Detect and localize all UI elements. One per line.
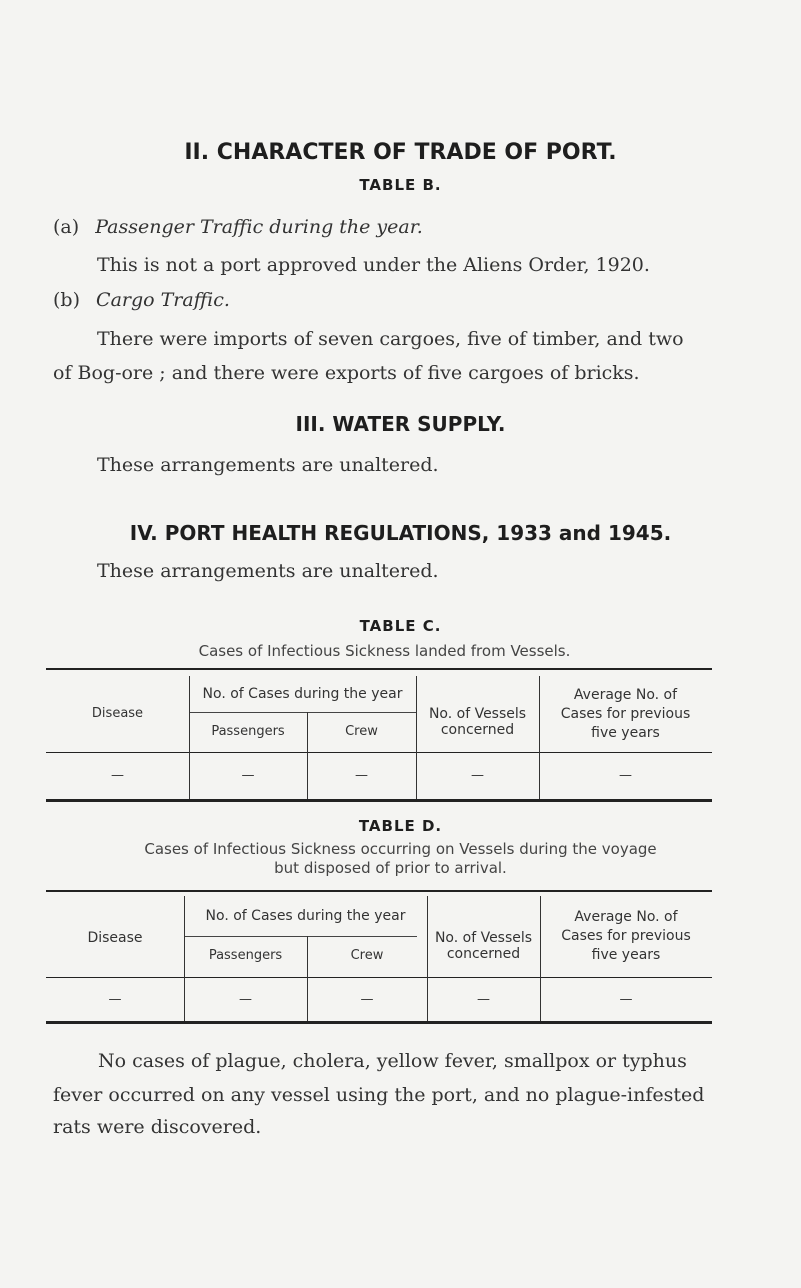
table-d-header-disease: Disease xyxy=(87,930,143,946)
section-title-regulations: IV. PORT HEALTH REGULATIONS, 1933 and 1945. xyxy=(129,521,672,545)
table-d-header-average xyxy=(540,908,712,965)
table-c-header-rule xyxy=(46,752,712,753)
subsection-b-marker: (b) xyxy=(53,289,80,311)
table-c-cell-average: — xyxy=(619,768,632,783)
subsection-b-text-line2: of Bog-ore ; and there were exports of five cargoes of bricks. xyxy=(53,362,640,384)
table-c-header-crew: Crew xyxy=(345,724,378,739)
table-d-header-vessels-line1: No. of Vessels xyxy=(434,930,533,946)
table-d-label: TABLE D. xyxy=(358,817,443,835)
table-c-bottom-rule xyxy=(46,799,712,802)
table-d-caption-line1: Cases of Infectious Sickness occurring on Vessels during the voyage xyxy=(144,840,657,858)
table-c-header-average xyxy=(539,686,712,743)
table-c-top-rule xyxy=(46,668,712,670)
table-d-bottom-rule xyxy=(46,1021,712,1024)
table-d-header-cases: No. of Cases during the year xyxy=(205,908,406,924)
table-c-header-vessels-line2: concerned xyxy=(440,722,515,738)
table-c-cell-vessels: — xyxy=(471,768,484,783)
table-c-label: TABLE C. xyxy=(359,617,442,635)
table-d-header-vessels-line2: concerned xyxy=(446,946,521,962)
table-c-header-passengers: Passengers xyxy=(211,724,285,739)
subsection-b-heading xyxy=(53,284,230,316)
table-d-header-average-line2: Cases for previous xyxy=(561,928,691,944)
table-c-header-average-line3: five years xyxy=(591,725,660,741)
table-d-cell-passengers: — xyxy=(239,992,252,1007)
table-c-cell-crew: — xyxy=(355,768,368,783)
subsection-b-text-line1: There were imports of seven cargoes, five of timber, and two xyxy=(97,328,684,350)
water-supply-text: These arrangements are unaltered. xyxy=(97,454,439,476)
table-d-header-crew: Crew xyxy=(350,948,384,963)
subsection-a-marker: (a) xyxy=(53,216,80,238)
table-c-group-rule xyxy=(189,712,416,713)
subsection-b-title: Cargo Traffic. xyxy=(96,289,230,311)
table-d-header-vessels xyxy=(427,930,540,962)
subsection-a-text: This is not a port approved under the Aliens Order, 1920. xyxy=(97,254,650,276)
table-d-cell-vessels: — xyxy=(477,992,490,1007)
table-c-header-vessels-line1: No. of Vessels xyxy=(428,706,527,722)
table-d-header-average-line1: Average No. of xyxy=(574,909,678,925)
table-d-header-rule xyxy=(46,977,712,978)
section-title-water: III. WATER SUPPLY. xyxy=(295,412,506,436)
closing-text-line2: fever occurred on any vessel using the port, and no plague-infested xyxy=(53,1084,705,1106)
table-d xyxy=(46,890,712,1024)
closing-text-line1: No cases of plague, cholera, yellow fever, smallpox or typhus xyxy=(98,1050,687,1072)
table-c-header-vessels xyxy=(416,706,539,738)
table-c-header-average-line2: Cases for previous xyxy=(560,706,691,722)
table-d-cell-disease: — xyxy=(108,992,122,1007)
table-c-header-average-line1: Average No. of xyxy=(573,687,678,703)
subsection-a-heading xyxy=(53,211,423,243)
table-b-label: TABLE B. xyxy=(359,176,442,194)
table-d-group-rule xyxy=(184,936,417,937)
subsection-a-title: Passenger Traffic during the year. xyxy=(95,216,423,238)
table-d-cell-crew: — xyxy=(360,992,374,1007)
table-c-header-cases: No. of Cases during the year xyxy=(202,686,403,702)
table-c-cell-disease: — xyxy=(111,768,124,783)
table-d-header-passengers: Passengers xyxy=(208,948,283,963)
regulations-text: These arrangements are unaltered. xyxy=(97,560,439,582)
closing-text-line3: rats were discovered. xyxy=(53,1116,262,1138)
table-d-top-rule xyxy=(46,890,712,892)
table-c-header-disease: Disease xyxy=(91,706,144,721)
table-c-caption: Cases of Infectious Sickness landed from Vessels. xyxy=(198,642,571,660)
section-title-trade: II. CHARACTER OF TRADE OF PORT. xyxy=(184,140,617,165)
table-d-header-average-line3: five years xyxy=(591,947,661,963)
table-d-caption-line2: but disposed of prior to arrival. xyxy=(274,859,507,877)
table-d-cell-average: — xyxy=(619,992,633,1007)
table-c xyxy=(46,668,712,803)
table-c-cell-passengers: — xyxy=(241,768,255,783)
